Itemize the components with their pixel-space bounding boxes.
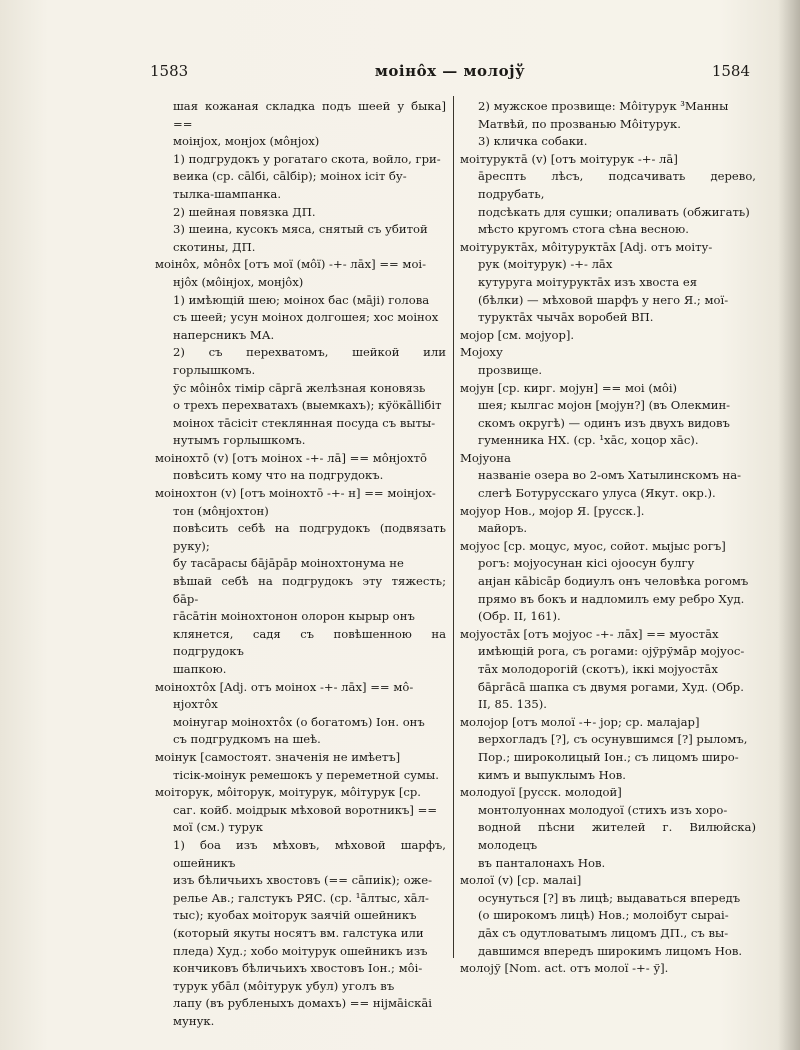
dictionary-line: анjан кābісāр бодиулъ онъ человѣка рогомъ	[478, 574, 749, 589]
dictionary-line: давшимся впередъ широкимъ лицомъ Нов.	[478, 943, 743, 958]
dictionary-line: прозвище.	[478, 362, 543, 377]
dictionary-line: нутымъ горлышкомъ.	[173, 433, 306, 448]
right-column	[460, 98, 756, 978]
dictionary-line: туруктāх чычāх воробей ВП.	[478, 310, 654, 325]
dictionary-line: изъ бѣличьихъ хвостовъ (== сāпиік); оже-	[173, 873, 432, 888]
dictionary-line: нjôх (мôінjох, монjôх)	[173, 274, 304, 289]
dictionary-line: молодуої [русск. молодой]	[460, 785, 622, 800]
dictionary-line: веика (ср. сālбі, сālбір); моінох ісіт бу-	[173, 169, 407, 184]
dictionary-line: тāх молодорогій (скотъ), іккі мојуостāх	[478, 662, 718, 676]
dictionary-line: моінук [самостоят. значенія не имѣетъ]	[155, 749, 401, 764]
dictionary-line: āреспть лѣсъ, подсачивать дерево, подрубать,	[478, 169, 756, 201]
dictionary-line: мојун [ср. кирг. мојун] == моі (мôі)	[460, 380, 678, 395]
dictionary-line: моітуруктā (v) [отъ моітурук -+- лā]	[460, 151, 678, 166]
page-number-left: 1583	[150, 62, 189, 80]
dictionary-line: 1) подгрудокъ у рогатаго скота, войло, гри-	[173, 151, 441, 166]
dictionary-line: прямо въ бокъ и надломилъ ему ребро Худ.	[478, 591, 745, 606]
dictionary-line: 3) кличка собаки.	[478, 134, 588, 149]
dictionary-line: 1) боа изъ мѣховъ, мѣховой шарфъ, ошейникъ	[173, 837, 446, 870]
dictionary-line: Мојоху	[460, 345, 503, 360]
dictionary-line: дāх съ одутловатымъ лицомъ ДП., съ вы-	[478, 925, 729, 940]
dictionary-line: рук (моітурук) -+- лāх	[478, 257, 613, 272]
dictionary-line: пледа) Худ.; хобо моітурук ошейникъ изъ	[173, 943, 428, 958]
dictionary-line: о трехъ перехватахъ (выемкахъ); кўöкāllібіт	[173, 398, 442, 413]
dictionary-line: водной пѣсни жителей г. Вилюйска) молодецъ	[478, 820, 756, 852]
dictionary-line: тісік-моінук ремешокъ у переметной сумы.	[173, 767, 439, 782]
dictionary-line: мунук.	[173, 1013, 215, 1028]
dictionary-line: саг. койб. моідрык мѣховой воротникъ] ==	[173, 802, 438, 817]
page-header	[150, 60, 750, 86]
dictionary-line: лапу (въ рубленыхъ домахъ) == ніјмāіскāі	[173, 996, 432, 1011]
dictionary-line: въ панталонахъ Нов.	[478, 855, 606, 870]
dictionary-line: съ подгрудкомъ на шеѣ.	[173, 732, 321, 747]
dictionary-line: съ шеей; усун моінох долгошея; хос моінох	[173, 310, 439, 325]
dictionary-line: скомъ округѣ) — одинъ изъ двухъ видовъ	[478, 415, 730, 430]
dictionary-line: рогъ: мојуосунан кісі оjоосун булгу	[478, 556, 695, 571]
dictionary-line: кимъ и выпуклымъ Нов.	[478, 767, 626, 782]
dictionary-line: верхогладъ [?], съ осунувшимся [?] рыломъ,	[478, 732, 748, 747]
dictionary-line: мојуор Нов., мојор Я. [русск.].	[460, 503, 645, 518]
dictionary-line: молої (v) [ср. малаі]	[460, 873, 582, 888]
dictionary-line: моінохтō (v) [отъ моінох -+- лā] == мôнjохтō	[155, 450, 427, 465]
dictionary-line: повѣсить себѣ на подгрудокъ (подвязать руку);	[173, 521, 446, 553]
dictionary-line: повѣсить кому что на подгрудокъ.	[173, 468, 384, 483]
dictionary-line: релье Ав.; галстукъ РЯС. (ср. ¹āлтыс, хāл-	[173, 890, 429, 905]
dictionary-line: бу тасāрасы бāјāрāр моінохтонума не	[173, 556, 404, 571]
dictionary-line: мојуос [ср. моцус, муос, сойот. мыjыс рогъ]	[460, 538, 726, 553]
dictionary-line: мојуостāх [отъ мојуос -+- лāх] == муостāх	[460, 626, 719, 641]
dictionary-line: майоръ.	[478, 521, 528, 536]
left-column	[155, 98, 446, 1030]
dictionary-line: 3) шеина, кусокъ мяса, снятый съ убитой	[173, 222, 428, 237]
dictionary-line: шапкою.	[173, 662, 227, 676]
dictionary-line: бāргāсā шапка съ двумя рогами, Худ. (Обр.	[478, 679, 744, 694]
dictionary-line: шея; кылгас мојон [мојун?] (въ Олекмин-	[478, 398, 731, 413]
dictionary-line: вѣшай себѣ на подгрудокъ эту тяжесть; бāр-	[173, 574, 446, 606]
dictionary-line: мојор [см. мојуор].	[460, 327, 575, 342]
dictionary-line: гāсāтін моінохтонон олорон кырыр онъ	[173, 609, 415, 624]
dictionary-line: 1) имѣющій шею; моінох бас (мājі) голова	[173, 292, 430, 307]
page-spine-shadow	[778, 0, 800, 1050]
dictionary-line: кутуруга моітуруктāх изъ хвоста ея	[478, 274, 698, 289]
dictionary-line: слегѣ Ботурусскаго улуса (Якут. окр.).	[478, 486, 716, 501]
running-head: моінôх — молоjў	[374, 62, 526, 80]
dictionary-line: гуменника НХ. (ср. ¹хāс, хоцор хāс).	[478, 433, 699, 448]
dictionary-line: 2) мужское прозвище: Мôітурук ³Манны	[478, 99, 729, 113]
dictionary-line: моінôх, мôнôх [отъ мої (мôї) -+- лāх] == моі-	[155, 257, 427, 272]
dictionary-line: Матвѣй, по прозванью Мôітурук.	[478, 116, 681, 131]
dictionary-line: подсѣкать для сушки; опаливать (обжигать)	[478, 204, 750, 219]
dictionary-line: (который якуты носятъ вм. галстука или	[173, 925, 424, 940]
dictionary-line: 2) шейная повязка ДП.	[173, 204, 316, 219]
dictionary-line: моінох тāсісіт стеклянная посуда съ выты-	[173, 415, 436, 430]
dictionary-line: турук убāл (мôітурук убул) уголъ въ	[173, 978, 395, 993]
dictionary-line: шая кожаная складка подъ шеей у быка] ==	[173, 99, 446, 131]
dictionary-line: молоjор [отъ молої -+- jор; ср. малаjар]	[460, 714, 700, 729]
page-number-right: 1584	[711, 62, 750, 80]
dictionary-line: молоjў [Nom. act. отъ молої -+- ў].	[460, 961, 669, 976]
dictionary-line: тон (мôнjохтон)	[173, 503, 269, 518]
dictionary-line: тыс); куобах моіторук заячій ошейникъ	[173, 908, 417, 923]
dictionary-line: мѣсто кругомъ стога сѣна весною.	[478, 222, 689, 237]
dictionary-line: тылка-шампанка.	[173, 186, 282, 201]
dictionary-line: имѣющій рога, съ рогами: оjўрўмāр мојуос-	[478, 644, 745, 659]
dictionary-line: моітуруктāх, мôітуруктāх [Adj. отъ моіту-	[460, 239, 713, 254]
dictionary-line: кончиковъ бѣличьихъ хвостовъ Іон.; мôі-	[173, 961, 423, 976]
dictionary-line: (бѣлки) — мѣховой шарфъ у него Я.; мої-	[478, 292, 729, 307]
dictionary-line: моінугар моінохтôх (о богатомъ) Іон. онъ	[173, 714, 425, 729]
dictionary-line: Пор.; широколицый Іон.; съ лицомъ широ-	[478, 749, 739, 764]
dictionary-line: моінохтон (v) [отъ моінохтō -+- н] == моінjох-	[155, 486, 436, 501]
dictionary-line: ўс мôінôх тімір сāргā желѣзная коновязь	[173, 380, 426, 395]
dictionary-line: моінохтôх [Adj. отъ моінох -+- лāх] == мô-	[155, 679, 414, 694]
dictionary-line: Мојуона	[460, 450, 511, 465]
dictionary-line: нjохтôх	[173, 697, 218, 712]
dictionary-line: клянется, садя съ повѣшенною на подгрудокъ	[173, 626, 446, 659]
column-divider	[453, 96, 454, 958]
dictionary-line: 2) съ перехватомъ, шейкой или горлышкомъ.	[173, 345, 446, 377]
dictionary-line: монтолуоннах молодуої (стихъ изъ хоро-	[478, 802, 728, 817]
dictionary-line: (Обр. II, 161).	[478, 609, 561, 624]
dictionary-line: названіе озера во 2-омъ Хатылинскомъ на-	[478, 468, 742, 483]
dictionary-line: (о широкомъ лицѣ) Нов.; молоібут сыраі-	[478, 908, 729, 923]
dictionary-line: моінjох, монjох (мôнjох)	[173, 134, 320, 149]
dictionary-line: наперсникъ МА.	[173, 327, 275, 342]
dictionary-line: мої (см.) турук	[173, 820, 264, 835]
dictionary-line: II, 85. 135).	[478, 697, 547, 712]
dictionary-line: моіторук, мôіторук, моітурук, мôітурук [ср.	[155, 785, 421, 800]
dictionary-line: осунуться [?] въ лицѣ; выдаваться впередъ	[478, 890, 741, 905]
dictionary-line: скотины, ДП.	[173, 239, 256, 254]
